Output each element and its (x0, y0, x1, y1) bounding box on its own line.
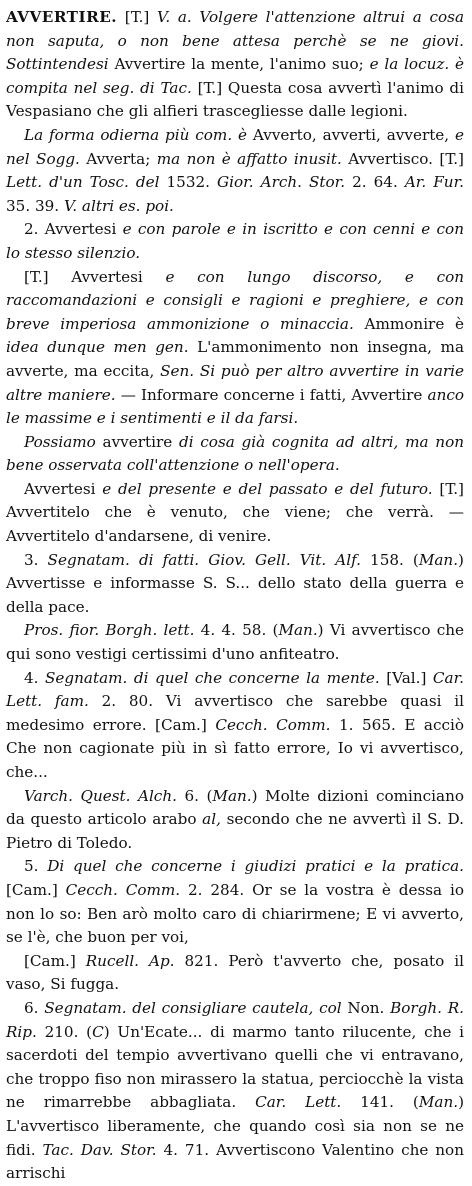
entry-paragraph (6, 997, 464, 1186)
text-run: 4. 4. 58. ( (200, 621, 279, 640)
entry-paragraph (6, 667, 464, 785)
italic-run: V. altri es. poi. (63, 196, 174, 215)
text-run: [T.] Avvertesi (24, 267, 166, 286)
text-run: ) Un'Ecate... di marmo tanto rilucente, che i sacerdoti del tempio avvertivano quelli che vi entravano, che troppo fiso non mirassero la statua, perciocchè la vista ne rimarrebbe abbagliata. (6, 1022, 464, 1112)
italic-run: Car. Lett. (255, 1093, 361, 1112)
text-run: Avvertesi (24, 479, 103, 498)
italic-run: Segnatam. del consigliare cautela, col (44, 998, 348, 1017)
entry-paragraph (6, 950, 464, 997)
italic-run: e la locuz. è compita nel seg. di Tac. (6, 55, 464, 97)
text-run: 6. (24, 998, 45, 1017)
italic-run: Cecch. Comm. (215, 715, 339, 734)
text-run: Avvertire (351, 385, 428, 404)
italic-run: Segnatam. di quel che concerne la mente. (45, 668, 387, 687)
entry-paragraph (6, 218, 464, 265)
italic-run: e del presente e del passato e del futuro. (102, 479, 440, 498)
italic-run: Cecch. Comm. (65, 880, 189, 899)
entry-paragraph (6, 619, 464, 666)
text-run: secondo che ne avvertì il S. D. Pietro di Toledo. (6, 810, 465, 852)
text-run: 35. 39. (6, 196, 64, 215)
italic-run: di cosa già cognita ad altri, ma non bene osservata coll'attenzione o nell'opera. (6, 432, 464, 475)
text-run: Avverta; (86, 149, 157, 168)
italic-run: Man. (418, 550, 459, 569)
italic-run: Lett. d'un Tosc. del (6, 173, 167, 192)
text-run: Ammonire è (364, 314, 464, 333)
entry-paragraph (6, 785, 464, 856)
text-run: 6. ( (184, 786, 213, 805)
italic-run: Possiamo (24, 432, 103, 451)
text-run: 5. (24, 857, 48, 876)
text-run: 1532. (166, 173, 218, 192)
entry-body (6, 124, 464, 1186)
text-run: 2. 64. (352, 173, 405, 192)
text-run: 4. (24, 668, 46, 687)
text-run: 210. ( (44, 1022, 93, 1041)
entry-paragraph (6, 124, 464, 218)
text-run: [T.] (117, 8, 158, 26)
text-run: L'ammonimento non insegna, ma avverte, ma eccita, (6, 338, 464, 380)
text-run: avvertire (102, 432, 179, 451)
italic-run: e nel Sogg. (6, 125, 464, 168)
entry-paragraph (6, 549, 464, 620)
text-run: [Val.] (386, 668, 433, 687)
italic-run: Sen. Si può per altro avvertire in varie altre maniere. (6, 361, 464, 404)
text-run: 2. (24, 220, 45, 239)
text-run: ) L'avvertisco liberamente, che quando così sia non se ne fidi. (6, 1093, 464, 1159)
text-run: 821. Però t'avverto che, posato il vaso, Si fugga. (6, 951, 464, 994)
text-run: Avvertesi (44, 220, 123, 239)
text-run: 2. 80. Vi avvertisco che sarebbe quasi il medesimo errore. [Cam.] (6, 692, 464, 734)
text-run: [T.] Questa cosa avvertì l'animo di Vespasiano che gli alfieri trascegliesse dalle legioni. (6, 78, 464, 121)
italic-run: Rucell. Ap. (85, 951, 185, 970)
italic-run: C (92, 1022, 104, 1041)
italic-run: Man. (212, 786, 252, 805)
italic-run: Varch. Quest. Alch. (24, 786, 185, 805)
italic-run: Segnatam. di fatti. Giov. Gell. Vit. Alf. (47, 550, 371, 569)
text-run: ) Avvertisse e informasse S. S... dello stato della guerra e della pace. (6, 550, 464, 616)
italic-run: idea dunque men gen. (6, 338, 198, 357)
text-run: 158. ( (370, 550, 419, 569)
text-run: — Informare concerne i fatti, (120, 385, 352, 404)
italic-run: Borgh. R. Rip. (6, 998, 464, 1041)
text-run: ) Molte dizioni cominciano da questo articolo arabo (6, 786, 464, 829)
entry-head (6, 6, 464, 124)
text-run: ) Vi avvertisco che qui sono vestigi certissimi d'uno anfiteatro. (6, 621, 465, 664)
text-run: 3. (24, 550, 48, 569)
italic-run: ma non è affatto inusit. (156, 149, 349, 168)
italic-run: e con lungo discorso, e con raccomandazioni e consigli e ragioni e preghiere, e con breve imperiosa ammonizione o minaccia. (6, 267, 464, 333)
italic-run: Pros. fior. Borgh. lett. (24, 621, 201, 640)
text-run: Avvertire la mente, l'animo suo; (114, 55, 370, 74)
entry-paragraph (6, 855, 464, 949)
text-run: 2. 284. Or se la vostra è dessa io non lo so: Ben arò molto caro di chiarirmene; E vi avverto, se l'è, che buon per voi, (6, 880, 464, 947)
text-run: Avverto, avverti, avverte, (252, 125, 455, 144)
italic-run: Man. (278, 621, 318, 640)
text-run: Avvertisco. [T.] (348, 149, 464, 168)
italic-run: anco le massime e i sentimenti e il da farsi. (6, 385, 465, 428)
headword: AVVERTIRE. (6, 8, 118, 26)
entry-paragraph (6, 478, 464, 549)
italic-run: V. a. Volgere l'attenzione altrui a cosa non saputa, o non bene attesa perchè se ne giovi. Sottintendesi (6, 8, 464, 74)
text-run: [T.] Avvertitelo che è venuto, che viene; che verrà. — Avvertitelo d'andarsene, di venire. (6, 479, 464, 546)
text-run: 141. ( (360, 1093, 419, 1112)
entry-paragraph (6, 431, 464, 478)
italic-run: Di quel che concerne i giudizi pratici e la pratica. (47, 857, 464, 876)
text-run: 4. 71. Avvertiscono Valentino che non arrischi (6, 1140, 464, 1183)
text-run: [Cam.] (6, 880, 66, 899)
text-run: 1. 565. E acciò Che non cagionate più in sì fatto errore, Io vi avvertisco, che... (6, 715, 464, 781)
text-run: Non. (347, 998, 391, 1017)
italic-run: Gior. Arch. Stor. (217, 173, 353, 192)
italic-run: Ar. Fur. (404, 173, 464, 192)
italic-run: Car. Lett. fam. (6, 668, 465, 711)
italic-run: al, (202, 810, 227, 829)
italic-run: La forma odierna più com. è (24, 125, 253, 144)
italic-run: e con parole e in iscritto e con cenni e con lo stesso silenzio. (6, 220, 464, 262)
italic-run: Man. (418, 1093, 459, 1112)
text-run: [Cam.] (24, 951, 86, 970)
italic-run: Tac. Dav. Stor. (42, 1140, 164, 1159)
entry-paragraph (6, 266, 464, 431)
